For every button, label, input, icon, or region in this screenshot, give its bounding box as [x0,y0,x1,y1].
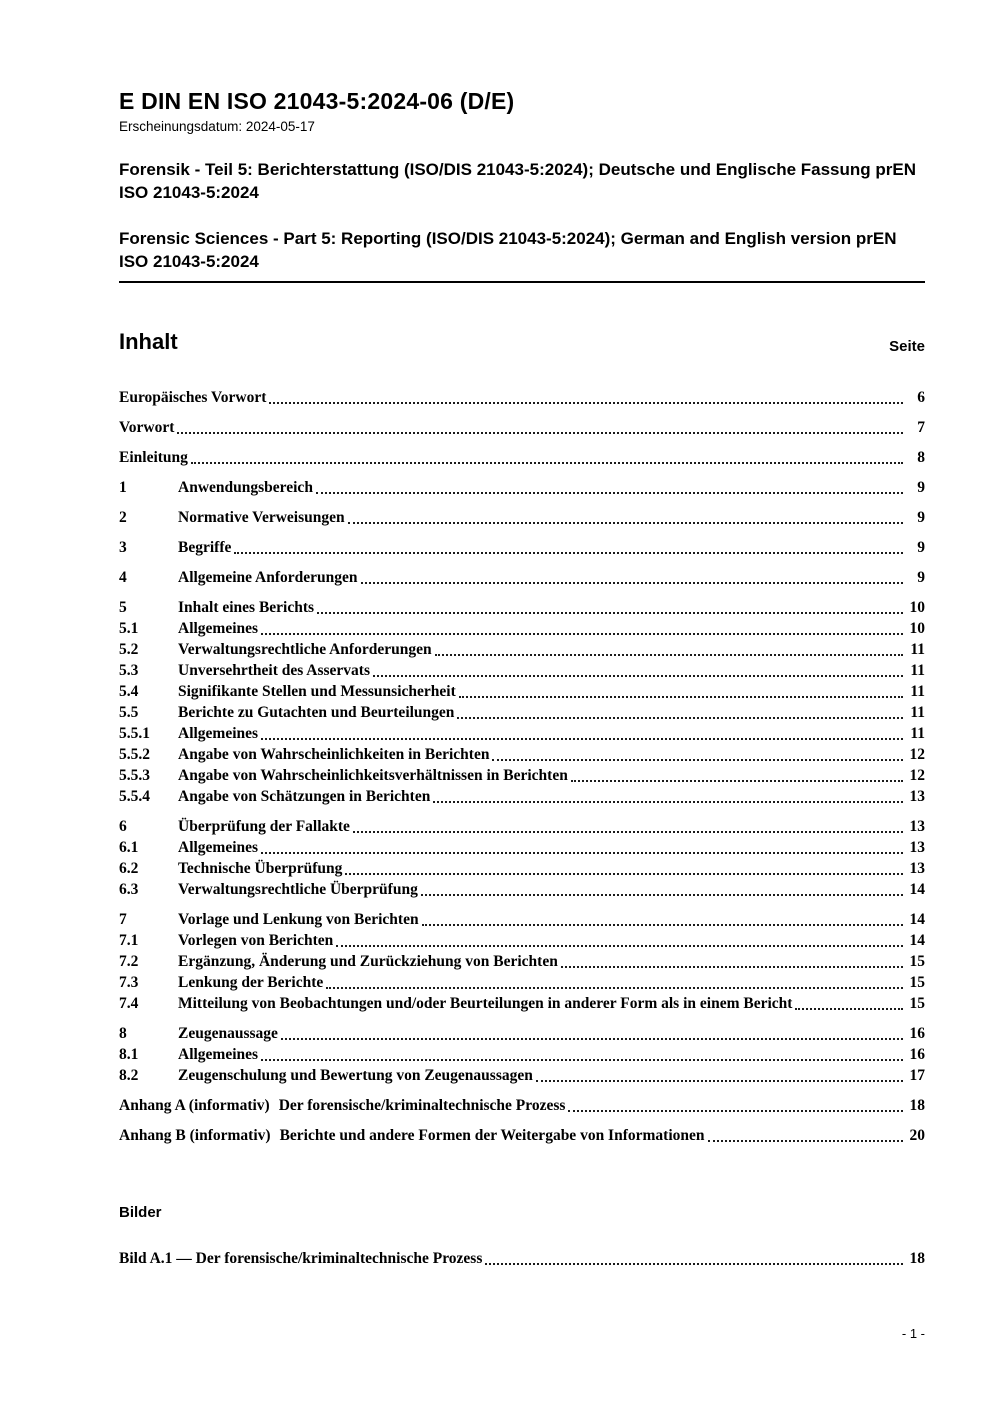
toc-entry-number: 5.5.3 [119,766,150,784]
document-number: E DIN EN ISO 21043-5:2024-06 (D/E) [119,88,515,114]
toc-header [119,329,925,355]
leader-dots [422,924,903,926]
toc-entry-label: Einleitung [119,448,188,466]
toc-entry-label: Inhalt eines Berichts [178,598,315,616]
toc-entry-number: 6 [119,817,127,835]
toc-entry[interactable] [119,1095,925,1116]
toc-entry-label: Technische Überprüfung [178,859,343,877]
leader-dots [435,654,903,656]
leader-dots [568,1110,903,1112]
toc-entry-label: Mitteilung von Beobachtungen und/oder Beurteilungen in anderer Form als in einem Bericht [178,994,793,1012]
leader-dots [316,492,903,494]
toc-entry-page: 12 [909,766,925,784]
toc-entry-page: 10 [909,598,925,616]
toc-entry[interactable] [119,972,925,993]
toc-entry-label: Begriffe [178,538,232,556]
leader-dots [191,462,903,464]
toc-entry-page: 17 [909,1066,925,1084]
toc-entry-page: 14 [909,880,925,898]
toc-entry[interactable] [119,477,925,498]
toc-entry-label: Angabe von Wahrscheinlichkeitsverhältnissen in Berichten [178,766,568,784]
toc-entry[interactable] [119,507,925,528]
toc-entry-number: 6.2 [119,859,139,877]
toc-entry-label: Zeugenschulung und Bewertung von Zeugenaussagen [178,1066,533,1084]
toc-entry-label: Zeugenaussage [178,1024,278,1042]
table-of-contents [119,387,925,1146]
figure-entry-page: 18 [909,1249,925,1267]
toc-entry-number: 7 [119,910,127,928]
toc-entry[interactable] [119,618,925,639]
toc-entry-label: Europäisches Vorwort [119,388,267,406]
toc-entry-number: 5.5.4 [119,787,150,805]
leader-dots [795,1008,903,1010]
leader-dots [234,552,903,554]
leader-dots [261,1059,903,1061]
toc-entry-number: 7.1 [119,931,139,949]
toc-entry[interactable] [119,417,925,438]
toc-entry[interactable] [119,909,925,930]
toc-entry[interactable] [119,930,925,951]
toc-entry[interactable] [119,765,925,786]
toc-entry-page: 15 [909,973,925,991]
toc-entry[interactable] [119,387,925,408]
toc-entry[interactable] [119,993,925,1014]
toc-entry-number: 5.5 [119,703,139,721]
title-english: Forensic Sciences - Part 5: Reporting (ISO/DIS 21043-5:2024); German and English version prEN ISO 21043-5:2024 [119,228,925,283]
toc-entry-label: Allgemeine Anforderungen [178,568,358,586]
toc-entry[interactable] [119,1125,925,1146]
toc-entry[interactable] [119,1065,925,1086]
toc-entry-number: 5.1 [119,619,139,637]
leader-dots [261,852,903,854]
toc-entry[interactable] [119,837,925,858]
leader-dots [571,780,903,782]
toc-entry-number: 7.2 [119,952,139,970]
toc-entry-label: Vorlage und Lenkung von Berichten [178,910,419,928]
toc-entry[interactable] [119,879,925,900]
leader-dots [708,1140,903,1142]
toc-entry[interactable] [119,639,925,660]
toc-entry-label: Allgemeines [178,724,259,742]
toc-entry-number: 8 [119,1024,127,1042]
toc-entry-page: 14 [909,910,925,928]
toc-entry-page: 16 [909,1024,925,1042]
toc-entry-label: Berichte und andere Formen der Weitergabe von Informationen [279,1126,705,1144]
toc-entry-page: 9 [917,478,925,496]
toc-entry-label: Angabe von Schätzungen in Berichten [178,787,431,805]
leader-dots [317,612,903,614]
toc-entry-number: 7.3 [119,973,139,991]
toc-entry[interactable] [119,681,925,702]
toc-entry-page: 14 [909,931,925,949]
toc-entry-number: 3 [119,538,127,556]
toc-entry-page: 16 [909,1045,925,1063]
toc-entry[interactable] [119,537,925,558]
toc-entry-number: Anhang B (informativ) [119,1126,271,1144]
toc-entry-page: 11 [910,703,925,721]
toc-entry-number: 5.3 [119,661,139,679]
toc-entry[interactable] [119,597,925,618]
leader-dots [373,675,903,677]
toc-entry-number: 8.1 [119,1045,139,1063]
title-german: Forensik - Teil 5: Berichterstattung (ISO/DIS 21043-5:2024); Deutsche und Englische Fassung prEN ISO 21043-5:2024 [119,160,916,202]
toc-entry[interactable] [119,816,925,837]
toc-entry[interactable] [119,951,925,972]
toc-entry-label: Vorlegen von Berichten [178,931,334,949]
leader-dots [177,432,903,434]
toc-entry-number: 7.4 [119,994,139,1012]
toc-entry[interactable] [119,723,925,744]
toc-entry[interactable] [119,858,925,879]
leader-dots [261,738,903,740]
leader-dots [326,987,903,989]
toc-entry-label: Der forensische/kriminaltechnische Prozess [278,1096,566,1114]
toc-entry-page: 13 [909,859,925,877]
toc-entry-number: 4 [119,568,127,586]
toc-entry-label: Anwendungsbereich [178,478,313,496]
toc-entry-number: 5 [119,598,127,616]
leader-dots [281,1038,903,1040]
leader-dots [433,801,903,803]
toc-page-column-label: Seite [889,337,925,355]
leader-dots [536,1080,903,1082]
toc-entry-page: 13 [909,787,925,805]
figure-entry-label: Bild A.1 — Der forensische/kriminaltechnische Prozess [119,1249,483,1267]
toc-entry-page: 9 [917,568,925,586]
leader-dots [269,402,903,404]
toc-entry-number: 6.3 [119,880,139,898]
toc-entry-page: 11 [910,682,925,700]
toc-entry-label: Angabe von Wahrscheinlichkeiten in Berichten [178,745,490,763]
leader-dots [492,759,903,761]
toc-entry[interactable] [119,660,925,681]
toc-entry-label: Vorwort [119,418,175,436]
toc-entry-page: 18 [909,1096,925,1114]
toc-entry[interactable] [119,1023,925,1044]
toc-entry-page: 9 [917,538,925,556]
figures-list [119,1248,925,1269]
toc-entry-label: Allgemeines [178,838,259,856]
toc-entry-label: Überprüfung der Fallakte [178,817,350,835]
toc-entry-number: 5.5.1 [119,724,150,742]
leader-dots [336,945,903,947]
figures-heading: Bilder [119,1203,162,1221]
toc-entry-page: 15 [909,994,925,1012]
toc-entry-page: 20 [909,1126,925,1144]
toc-entry-label: Allgemeines [178,619,259,637]
toc-entry[interactable] [119,744,925,765]
release-date: Erscheinungsdatum: 2024-05-17 [119,119,315,134]
leader-dots [353,831,903,833]
toc-entry-number: 8.2 [119,1066,139,1084]
toc-entry-label: Ergänzung, Änderung und Zurückziehung von Berichten [178,952,558,970]
toc-entry-label: Unversehrtheit des Asservats [178,661,371,679]
toc-entry[interactable] [119,567,925,588]
toc-entry-number: 1 [119,478,127,496]
toc-entry[interactable] [119,447,925,468]
leader-dots [457,717,903,719]
toc-entry[interactable] [119,1044,925,1065]
toc-entry-page: 13 [909,817,925,835]
toc-entry-label: Signifikante Stellen und Messunsicherheit [178,682,456,700]
toc-heading: Inhalt [119,328,178,354]
leader-dots [361,582,903,584]
toc-entry-page: 11 [910,661,925,679]
toc-entry-page: 13 [909,838,925,856]
leader-dots [561,966,903,968]
leader-dots [485,1263,903,1265]
toc-entry-page: 7 [917,418,925,436]
toc-entry-label: Allgemeines [178,1045,259,1063]
toc-entry-number: 6.1 [119,838,139,856]
leader-dots [459,696,903,698]
leader-dots [345,873,903,875]
toc-entry-page: 12 [909,745,925,763]
toc-entry-number: Anhang A (informativ) [119,1096,270,1114]
toc-entry-label: Verwaltungsrechtliche Anforderungen [178,640,432,658]
toc-entry-number: 5.4 [119,682,139,700]
toc-entry-label: Lenkung der Berichte [178,973,324,991]
leader-dots [261,633,903,635]
toc-entry-page: 8 [917,448,925,466]
page-number-footer: - 1 - [901,1326,925,1341]
toc-entry[interactable] [119,786,925,807]
toc-entry-page: 11 [910,724,925,742]
toc-entry-label: Verwaltungsrechtliche Überprüfung [178,880,418,898]
toc-entry-number: 5.2 [119,640,139,658]
toc-entry[interactable] [119,702,925,723]
toc-entry-page: 6 [917,388,925,406]
leader-dots [421,894,903,896]
toc-entry-page: 10 [909,619,925,637]
toc-entry-number: 5.5.2 [119,745,150,763]
leader-dots [348,522,903,524]
toc-entry-number: 2 [119,508,127,526]
toc-entry-page: 9 [917,508,925,526]
toc-entry-page: 11 [910,640,925,658]
toc-entry-label: Berichte zu Gutachten und Beurteilungen [178,703,455,721]
toc-entry-page: 15 [909,952,925,970]
toc-entry-label: Normative Verweisungen [178,508,345,526]
figure-entry[interactable] [119,1248,925,1269]
